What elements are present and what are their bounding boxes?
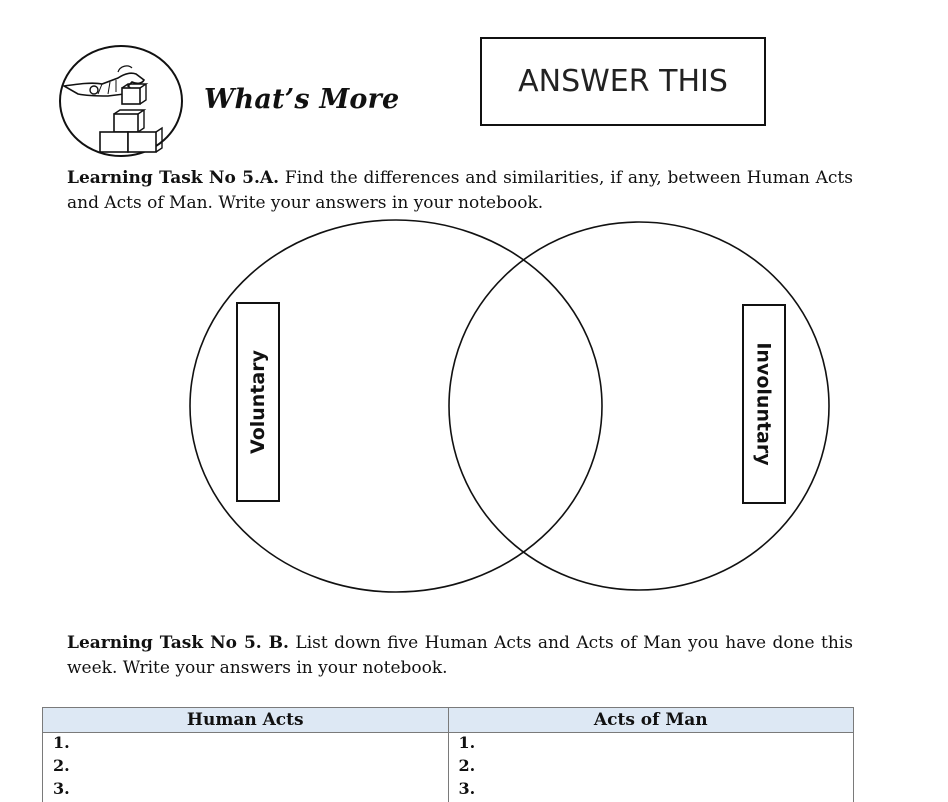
venn-diagram bbox=[188, 214, 833, 596]
answer-this-label: ANSWER THIS bbox=[518, 64, 728, 99]
voluntary-label: Voluntary bbox=[247, 350, 270, 454]
task-b-instructions bbox=[67, 631, 853, 681]
task-b-label: Learning Task No 5. B. bbox=[67, 633, 289, 653]
human-acts-cell: 2. bbox=[43, 756, 449, 779]
table-row bbox=[43, 756, 854, 779]
human-acts-cell: 1. bbox=[43, 733, 449, 757]
header-human-acts: Human Acts bbox=[43, 708, 449, 733]
hand-placing-blocks-icon bbox=[58, 44, 184, 158]
task-a-instructions bbox=[67, 166, 853, 216]
task-a-label: Learning Task No 5.A. bbox=[67, 168, 280, 188]
task-a-text: Find the differences and similarities, if any, between Human Acts and Acts of Man. Write your answers in your notebook. bbox=[67, 168, 853, 213]
acts-of-man-cell: 3. bbox=[448, 779, 854, 802]
acts-of-man-cell: 2. bbox=[448, 756, 854, 779]
involuntary-label-box bbox=[742, 304, 786, 504]
task-b-text: List down five Human Acts and Acts of Man you have done this week. Write your answers in your notebook. bbox=[67, 633, 853, 678]
human-acts-cell: 3. bbox=[43, 779, 449, 802]
acts-table bbox=[42, 707, 854, 802]
answer-this-box bbox=[480, 37, 766, 126]
table-header-row bbox=[43, 708, 854, 733]
section-title: What’s More bbox=[204, 84, 400, 115]
header-acts-of-man: Acts of Man bbox=[448, 708, 854, 733]
acts-of-man-cell: 1. bbox=[448, 733, 854, 757]
table-row bbox=[43, 733, 854, 757]
involuntary-label: Involuntary bbox=[753, 342, 776, 466]
voluntary-label-box bbox=[236, 302, 280, 502]
